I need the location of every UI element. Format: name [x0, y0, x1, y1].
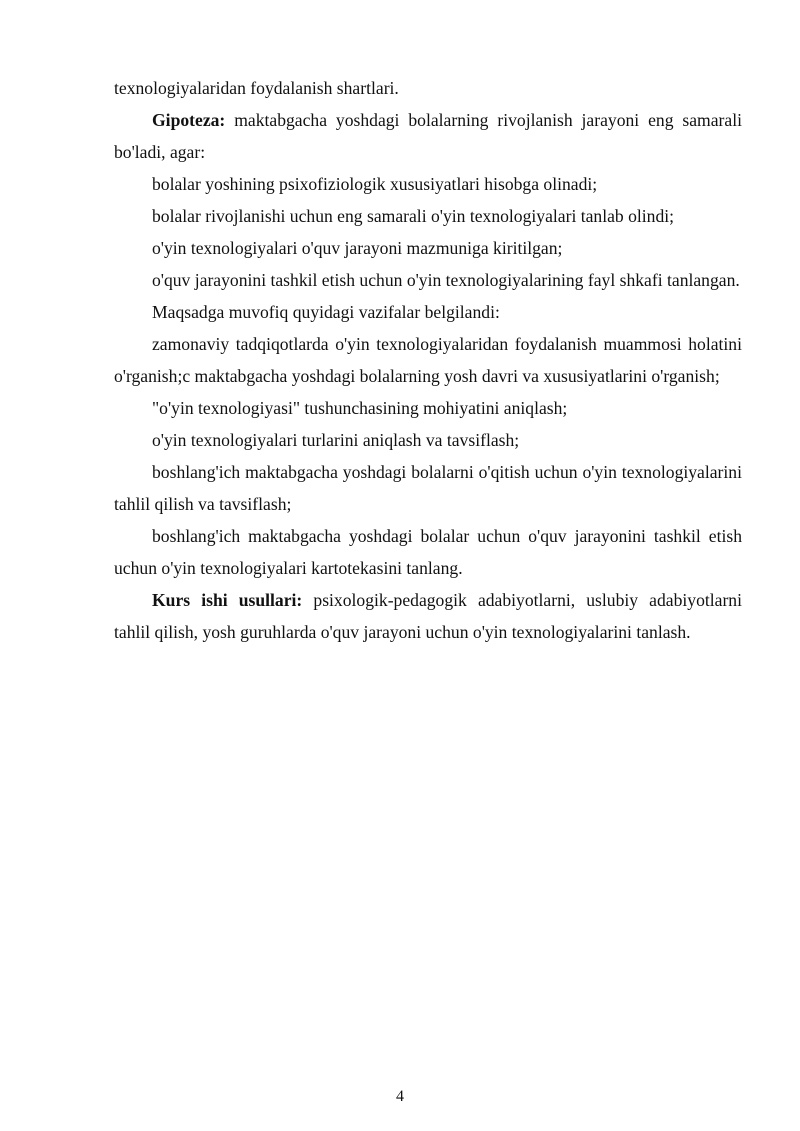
hypothesis-heading: Gipoteza: — [152, 110, 226, 130]
paragraph-text: o'yin texnologiyalari turlarini aniqlash va tavsiflash; — [152, 430, 520, 450]
task-item — [114, 424, 742, 456]
paragraph-text: Maqsadga muvofiq quyidagi vazifalar belgilandi: — [152, 302, 500, 322]
body-text — [114, 72, 742, 648]
paragraph-text: boshlang'ich maktabgacha yoshdagi bolalarni o'qitish uchun o'yin texnologiyalarini tahlil qilish va tavsiflash; — [114, 462, 742, 514]
paragraph-text: "o'yin texnologiyasi" tushunchasining mohiyatini aniqlash; — [152, 398, 568, 418]
paragraph-methods — [114, 584, 742, 648]
paragraph-text: o'yin texnologiyalari o'quv jarayoni mazmuniga kiritilgan; — [152, 238, 563, 258]
hypothesis-item — [114, 232, 742, 264]
task-item — [114, 328, 742, 392]
paragraph-text: bolalar rivojlanishi uchun eng samarali o'yin texnologiyalari tanlab olindi; — [152, 206, 675, 226]
page-number: 4 — [396, 1088, 404, 1105]
task-item — [114, 520, 742, 584]
task-item — [114, 392, 742, 424]
paragraph-text: boshlang'ich maktabgacha yoshdagi bolalar uchun o'quv jarayonini tashkil etish uchun o'yin texnologiyalari kartotekasini tanlang. — [114, 526, 742, 578]
paragraph-text: zamonaviy tadqiqotlarda o'yin texnologiyalaridan foydalanish muammosi holatini o'rganish;c maktabgacha yoshdagi bolalarning yosh davri va xususiyatlarini o'rganish; — [114, 334, 742, 386]
hypothesis-item — [114, 200, 742, 232]
methods-heading: Kurs ishi usullari: — [152, 590, 303, 610]
task-item — [114, 456, 742, 520]
paragraph-text: maktabgacha yoshdagi bolalarning rivojlanish jarayoni eng samarali bo'ladi, agar: — [114, 110, 742, 162]
paragraph-text: psixologik-pedagogik adabiyotlarni, uslubiy adabiyotlarni tahlil qilish, yosh guruhlarda o'quv jarayoni uchun o'yin texnologiyalarini tanlash. — [114, 590, 742, 642]
tasks-intro — [114, 296, 742, 328]
paragraph-text: o'quv jarayonini tashkil etish uchun o'yin texnologiyalarining fayl shkafi tanlangan. — [152, 270, 740, 290]
paragraph-continuation — [114, 72, 742, 104]
hypothesis-item — [114, 264, 742, 296]
paragraph-text: bolalar yoshining psixofiziologik xususiyatlari hisobga olinadi; — [152, 174, 598, 194]
hypothesis-item — [114, 168, 742, 200]
paragraph-hypothesis — [114, 104, 742, 168]
paragraph-text: texnologiyalaridan foydalanish shartlari. — [114, 78, 399, 98]
